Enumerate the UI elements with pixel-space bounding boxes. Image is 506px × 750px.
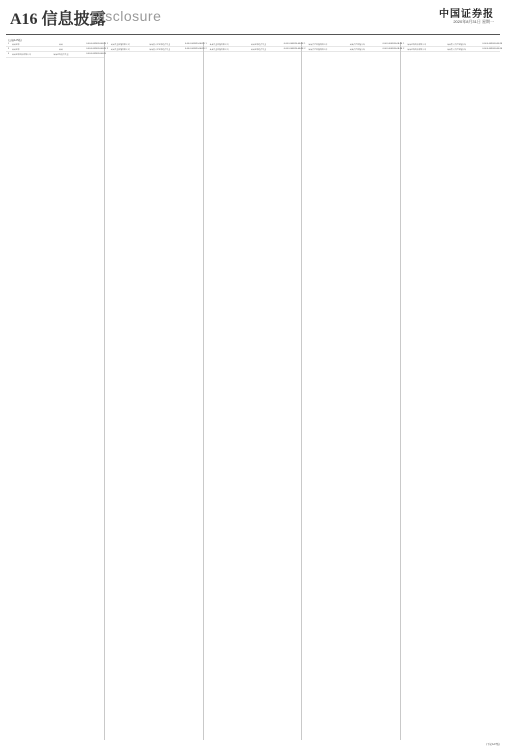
row-fund: 某某 xyxy=(59,48,63,51)
section-title-cn: 信息披露 xyxy=(41,9,106,28)
row-value-b: 0.00 xyxy=(288,48,293,51)
row-company: 某某资产管理有限公司 xyxy=(308,48,328,51)
row-fund: 某某集合资产管理计划 xyxy=(447,48,467,51)
page-header xyxy=(0,0,506,36)
row-company: 某某基金管理有限公司 xyxy=(110,43,130,46)
row-value-a: 0.00 xyxy=(283,43,288,46)
continued-to-label: (下转A17版) xyxy=(486,743,500,746)
row-date: 2020-08-28 xyxy=(292,48,304,51)
row-value-a: 0.00 xyxy=(382,48,387,51)
row-value-a: 0.00 xyxy=(86,43,91,46)
disclosure-table xyxy=(6,36,500,740)
row-seq: 1 xyxy=(106,43,108,46)
row-date: 2020-08-28 xyxy=(193,43,205,46)
row-company: 某某证券 xyxy=(12,43,20,46)
row-fund: 某某证券投资基金 xyxy=(250,48,267,51)
row-seq: 2 xyxy=(106,48,108,51)
row-company: 某某证券 xyxy=(12,48,20,51)
row-fund: 某某集合资产管理计划 xyxy=(447,43,467,46)
row-value-b: 0.00 xyxy=(90,43,96,46)
row-value-a: 0.00 xyxy=(482,43,487,46)
row-company: 某某基金管理有限公司 xyxy=(110,48,130,51)
row-seq: 1 xyxy=(403,43,405,46)
row-value-b: 0.00 xyxy=(189,48,194,51)
row-value-b: 0.00 xyxy=(189,43,194,46)
row-company: 某某基金管理有限公司 xyxy=(209,43,229,46)
row-date: 2020-08-28 xyxy=(292,43,304,46)
row-value-a: 0.00 xyxy=(184,48,190,51)
table-columns xyxy=(6,42,500,740)
table-column xyxy=(204,42,303,740)
row-value-b: 0.00 xyxy=(486,48,492,51)
row-value-a: 0.00 xyxy=(283,48,288,51)
row-fund: 某某资产管理计划 xyxy=(349,43,365,46)
row-value-b: 0.00 xyxy=(486,43,492,46)
row-company: 某某基金管理有限公司 xyxy=(209,48,229,51)
row-value-a: 0.00 xyxy=(184,43,190,46)
table-row xyxy=(401,47,500,52)
row-value-b: 0.00 xyxy=(288,43,293,46)
row-seq: 2 xyxy=(205,48,207,51)
row-value-b: 0.00 xyxy=(90,53,96,56)
continued-from-label: (上接A15版) xyxy=(8,39,22,42)
row-seq: 3 xyxy=(7,53,10,56)
row-date: 2020-08-28 xyxy=(490,48,502,51)
page-number: A16 xyxy=(10,11,38,28)
row-date: 2020-08-28 xyxy=(94,48,106,51)
row-seq: 2 xyxy=(403,48,405,51)
table-column xyxy=(105,42,204,740)
row-seq: 1 xyxy=(205,43,207,46)
masthead-logo: 中国证券报 xyxy=(439,9,494,20)
table-column xyxy=(6,42,105,740)
table-row xyxy=(105,47,203,52)
row-value-b: 0.00 xyxy=(387,48,392,51)
row-value-b: 0.00 xyxy=(90,48,96,51)
row-fund: 某某 xyxy=(59,43,63,46)
row-fund: 某某混合型证券投资基金 xyxy=(149,48,171,51)
row-seq: 1 xyxy=(7,43,10,46)
row-date: 2020-08-28 xyxy=(193,48,205,51)
row-date: 2020-08-28 xyxy=(391,43,403,46)
row-value-b: 0.00 xyxy=(387,43,392,46)
row-fund: 某某混合型证券投资基金 xyxy=(149,43,171,46)
row-value-a: 0.00 xyxy=(482,48,487,51)
row-fund: 某某证券投资基金 xyxy=(250,43,267,46)
header-rule xyxy=(6,34,500,35)
row-company: 某某证券股份有限公司 xyxy=(407,48,427,51)
row-company: 某某证券股份有限公司 xyxy=(12,53,31,56)
row-date: 2020-08-28 xyxy=(94,53,106,56)
section-title-en: Disclosure xyxy=(91,8,162,24)
row-company: 某某证券股份有限公司 xyxy=(407,43,427,46)
row-date: 2020-08-28 xyxy=(391,48,403,51)
row-date: 2020-08-28 xyxy=(490,43,502,46)
table-row xyxy=(204,47,302,52)
table-column xyxy=(401,42,500,740)
table-row xyxy=(6,52,104,57)
dateline: 2020年8月31日 星期一 xyxy=(453,19,494,24)
row-fund: 某某证券投资基金 xyxy=(53,53,69,56)
table-row xyxy=(302,47,403,52)
row-company: 某某资产管理有限公司 xyxy=(308,43,328,46)
row-seq: 1 xyxy=(304,43,306,46)
row-value-a: 0.00 xyxy=(86,48,91,51)
row-value-a: 0.00 xyxy=(86,53,91,56)
table-column xyxy=(302,42,401,740)
row-date: 2020-08-28 xyxy=(94,43,106,46)
row-seq: 2 xyxy=(304,48,306,51)
row-fund: 某某资产管理计划 xyxy=(349,48,365,51)
row-seq: 2 xyxy=(7,48,10,51)
row-value-a: 0.00 xyxy=(382,43,387,46)
